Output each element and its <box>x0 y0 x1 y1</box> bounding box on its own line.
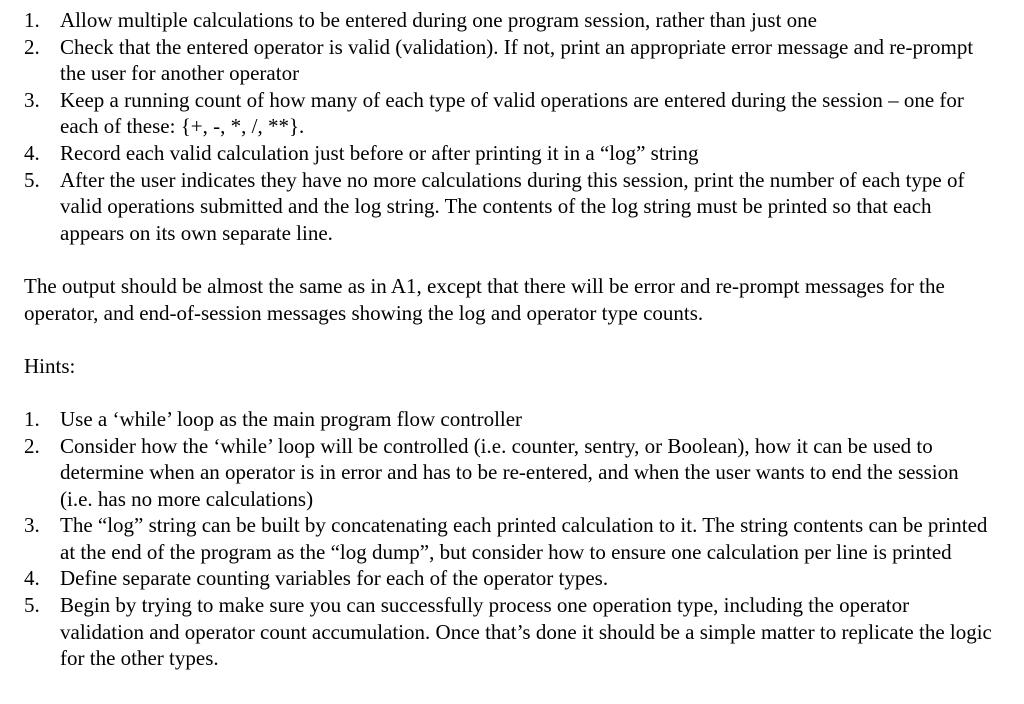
list-number: 3. <box>24 87 40 112</box>
list-item-text: Consider how the ‘while’ loop will be controlled (i.e. counter, sentry, or Boolean), how it can be used to determine when an operator is in error and has to be re-entered, and when the user wants to end the session (i.e. has no more calculations) <box>60 433 959 511</box>
list-item <box>24 592 994 672</box>
list-item <box>24 140 994 167</box>
spacer <box>24 246 994 273</box>
list-item <box>24 512 994 565</box>
hints-heading: Hints: <box>24 353 76 378</box>
spacer <box>24 379 994 406</box>
list-number: 4. <box>24 566 40 591</box>
list-item-text: Keep a running count of how many of each type of valid operations are entered during the session – one for each of these: {+, -, *, /, **}. <box>60 87 964 139</box>
list-number: 3. <box>24 513 40 538</box>
spacer <box>24 326 994 353</box>
list-item-text: After the user indicates they have no more calculations during this session, print the number of each type of valid operations submitted and the log string. The contents of the log string must be printed so that each appears on its own separate line. <box>60 167 965 245</box>
list-item <box>24 167 994 247</box>
list-number: 2. <box>24 433 40 458</box>
list-item <box>24 7 994 34</box>
list-item-text: Check that the entered operator is valid (validation). If not, print an appropriate error message and re-prompt the user for another operator <box>60 34 974 86</box>
list-item-text: The “log” string can be built by concatenating each printed calculation to it. The string contents can be printed at the end of the program as the “log dump”, but consider how to ensure one calculation per line is printed <box>60 513 988 564</box>
list-item <box>24 565 994 592</box>
list-number: 2. <box>24 34 40 59</box>
list-item-text: Allow multiple calculations to be entered during one program session, rather than just one <box>60 8 817 32</box>
list-item <box>24 34 994 87</box>
list-item-text: Begin by trying to make sure you can successfully process one operation type, including the operator validation and operator count accumulation. Once that’s done it should be a simple matter to replicate the logic for the other types. <box>60 593 992 671</box>
list-item-text: Define separate counting variables for each of the operator types. <box>60 566 609 591</box>
list-number: 1. <box>24 406 40 431</box>
list-item <box>24 433 994 513</box>
list-number: 5. <box>24 167 40 192</box>
document-page <box>24 7 994 672</box>
list-item <box>24 406 994 433</box>
list-item <box>24 87 994 140</box>
list-item-text: Use a ‘while’ loop as the main program flow controller <box>60 406 523 431</box>
output-paragraph: The output should be almost the same as in A1, except that there will be error and re-prompt messages for the operator, and end-of-session messages showing the log and operator type counts. <box>24 273 945 325</box>
list-item-text: Record each valid calculation just before or after printing it in a “log” string <box>60 140 699 165</box>
list-number: 5. <box>24 593 40 618</box>
list-number: 4. <box>24 140 40 165</box>
list-number: 1. <box>24 8 40 32</box>
hints-list <box>24 406 994 672</box>
requirements-list <box>24 7 994 246</box>
